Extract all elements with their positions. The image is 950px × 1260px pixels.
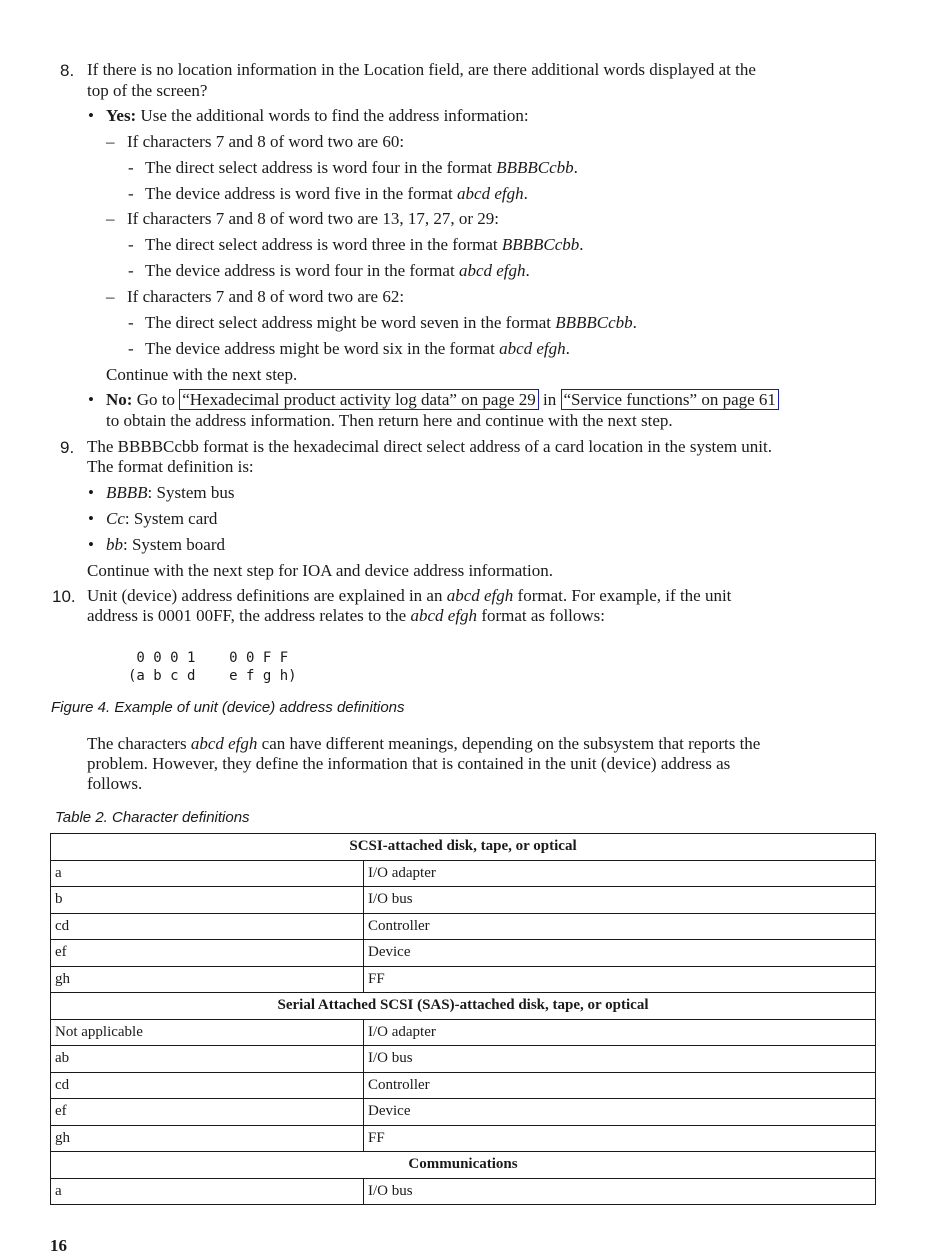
figure-caption: Figure 4. Example of unit (device) address definitions <box>51 699 405 716</box>
code-example: (a b c d e f g h) <box>128 668 297 684</box>
table-cell-characters: gh <box>51 1125 364 1152</box>
table-cell-meaning: FF <box>364 1125 876 1152</box>
yes-label: Yes: <box>106 106 137 125</box>
yes-text: Use the additional words to find the address information: <box>136 106 529 125</box>
table-cell-meaning: I/O adapter <box>364 1019 876 1046</box>
bullet-marker: • <box>88 509 94 528</box>
step-number: 10. <box>52 587 76 606</box>
format-item: BBBB: System bus <box>106 483 235 502</box>
table-cell-characters: a <box>51 860 364 887</box>
format-item: bb: System board <box>106 535 225 554</box>
list-item: The direct select address is word three in the format BBBBCcbb. <box>145 235 584 254</box>
section-header-cell: Communications <box>51 1152 876 1179</box>
section-header-cell: SCSI-attached disk, tape, or optical <box>51 834 876 861</box>
paragraph: problem. However, they define the information that is contained in the unit (device) address as <box>87 754 731 773</box>
condition-text: If characters 7 and 8 of word two are 62: <box>127 287 405 306</box>
table-cell-meaning: I/O bus <box>364 1046 876 1073</box>
hex-log-link[interactable]: “Hexadecimal product activity log data” on page 29 <box>179 389 539 410</box>
dash-marker: – <box>106 209 115 228</box>
table-section-header <box>51 834 876 861</box>
table-row <box>51 860 876 887</box>
item-marker: - <box>128 313 134 332</box>
paragraph: The characters abcd efgh can have different meanings, depending on the subsystem that reports the <box>87 734 761 753</box>
table-row <box>51 1072 876 1099</box>
table-cell-meaning: Device <box>364 940 876 967</box>
list-item: The device address might be word six in the format abcd efgh. <box>145 339 570 358</box>
table-cell-characters: ef <box>51 940 364 967</box>
character-definitions-table <box>50 833 876 1205</box>
table-row <box>51 1125 876 1152</box>
table-cell-meaning: FF <box>364 966 876 993</box>
bullet-marker: • <box>88 390 94 409</box>
table-row <box>51 1046 876 1073</box>
table-cell-characters: ab <box>51 1046 364 1073</box>
table-cell-characters: gh <box>51 966 364 993</box>
paragraph: follows. <box>87 774 143 793</box>
table-row <box>51 940 876 967</box>
list-item: The device address is word five in the format abcd efgh. <box>145 184 528 203</box>
continue-text: Continue with the next step for IOA and device address information. <box>87 561 553 580</box>
step-text: If there is no location information in the Location field, are there additional words displayed at the <box>87 60 756 79</box>
bullet-marker: • <box>88 483 94 502</box>
table-row <box>51 1019 876 1046</box>
table-section-header <box>51 993 876 1020</box>
condition-text: If characters 7 and 8 of word two are 13, 17, 27, or 29: <box>127 209 499 228</box>
table-row <box>51 913 876 940</box>
table-cell-characters: Not applicable <box>51 1019 364 1046</box>
table-row <box>51 887 876 914</box>
table-row <box>51 1099 876 1126</box>
step-text: The format definition is: <box>87 457 254 476</box>
table-cell-characters: cd <box>51 1072 364 1099</box>
step-text: Unit (device) address definitions are explained in an abcd efgh format. For example, if the unit <box>87 586 732 605</box>
bullet-marker: • <box>88 535 94 554</box>
table-cell-characters: cd <box>51 913 364 940</box>
table-cell-meaning: I/O bus <box>364 1178 876 1205</box>
table-cell-meaning: Controller <box>364 913 876 940</box>
step-text: The BBBBCcbb format is the hexadecimal direct select address of a card location in the system unit. <box>87 437 772 456</box>
code-example: 0 0 0 1 0 0 F F <box>128 650 289 666</box>
table-cell-characters: a <box>51 1178 364 1205</box>
table-row <box>51 1178 876 1205</box>
table-section-header <box>51 1152 876 1179</box>
condition-text: If characters 7 and 8 of word two are 60: <box>127 132 405 151</box>
item-marker: - <box>128 261 134 280</box>
step-text: address is 0001 00FF, the address relates to the abcd efgh format as follows: <box>87 606 606 625</box>
table-cell-meaning: Controller <box>364 1072 876 1099</box>
table-cell-meaning: I/O adapter <box>364 860 876 887</box>
page-number: 16 <box>50 1236 67 1255</box>
table-caption: Table 2. Character definitions <box>55 809 250 826</box>
no-option-text: to obtain the address information. Then return here and continue with the next step. <box>106 411 673 430</box>
table-cell-characters: ef <box>51 1099 364 1126</box>
table-row <box>51 966 876 993</box>
step-number: 9. <box>60 438 75 457</box>
item-marker: - <box>128 158 134 177</box>
item-marker: - <box>128 339 134 358</box>
step-text: top of the screen? <box>87 81 208 100</box>
table-cell-characters: b <box>51 887 364 914</box>
table-cell-meaning: I/O bus <box>364 887 876 914</box>
item-marker: - <box>128 235 134 254</box>
list-item: The device address is word four in the format abcd efgh. <box>145 261 530 280</box>
list-item: The direct select address might be word seven in the format BBBBCcbb. <box>145 313 637 332</box>
no-label: No: <box>106 390 133 409</box>
item-marker: - <box>128 184 134 203</box>
table-cell-meaning: Device <box>364 1099 876 1126</box>
dash-marker: – <box>106 132 115 151</box>
service-functions-link[interactable]: “Service functions” on page 61 <box>561 389 779 410</box>
format-item: Cc: System card <box>106 509 218 528</box>
bullet-marker: • <box>88 106 94 125</box>
dash-marker: – <box>106 287 115 306</box>
no-option: No: Go to “Hexadecimal product activity log data” on page 29 in “Service functions” on page 61 <box>106 390 779 410</box>
list-item: The direct select address is word four in the format BBBBCcbb. <box>145 158 578 177</box>
section-header-cell: Serial Attached SCSI (SAS)-attached disk, tape, or optical <box>51 993 876 1020</box>
yes-option <box>106 106 529 126</box>
continue-text: Continue with the next step. <box>106 365 298 384</box>
step-number: 8. <box>60 61 75 80</box>
